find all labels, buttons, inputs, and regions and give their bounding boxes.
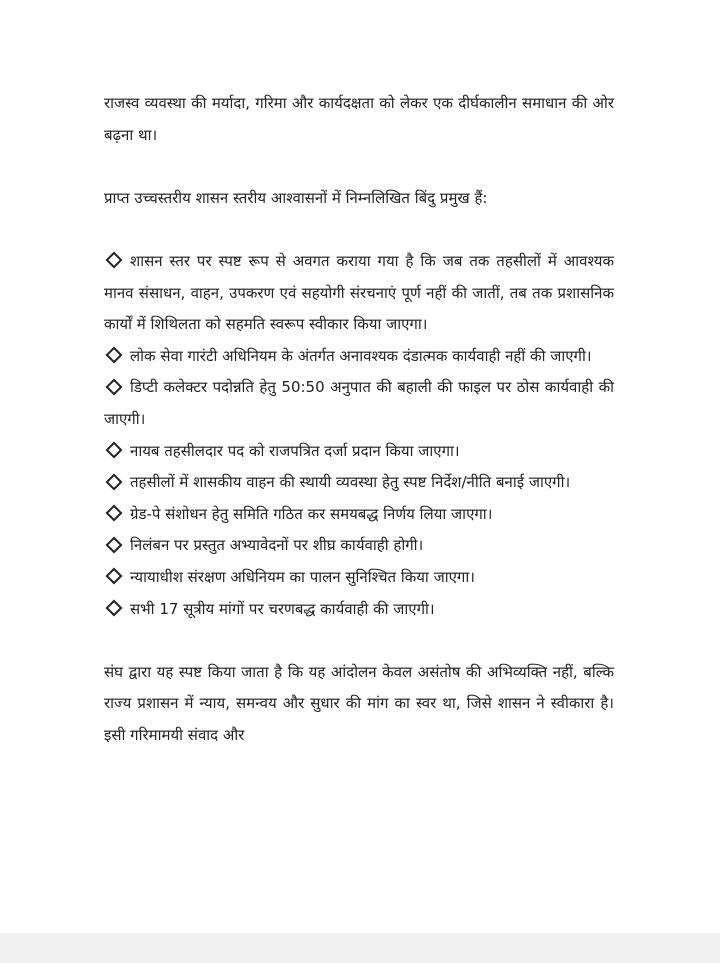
list-item — [104, 530, 614, 562]
diamond-bullet-icon — [106, 536, 123, 553]
assurances-heading: प्राप्त उच्चस्तरीय शासन स्तरीय आश्वासनों में निम्नलिखित बिंदु प्रमुख हैं: — [104, 188, 488, 207]
diamond-bullet-icon — [106, 473, 123, 490]
closing-paragraph: संघ द्वारा यह स्पष्ट किया जाता है कि यह आंदोलन केवल असंतोष की अभिव्यक्ति नहीं, बल्कि राज्य प्रशासन में न्याय, समन्वय और सुधार की मांग का स्वर था, जिसे शासन ने स्वीकारा है। इसी गरिमामयी संवाद और — [104, 662, 614, 744]
list-item — [104, 499, 614, 531]
document-body — [104, 88, 614, 751]
list-item — [104, 562, 614, 594]
diamond-bullet-icon — [106, 505, 123, 522]
intro-paragraph: राजस्व व्यवस्था की मर्यादा, गरिमा और कार्यदक्षता को लेकर एक दीर्घकालीन समाधान की ओर बढ़ना था। — [104, 94, 614, 144]
list-item-text: डिप्टी कलेक्टर पदोन्नति हेतु 50:50 अनुपात की बहाली की फाइल पर ठोस कार्यवाही की जाएगी। — [104, 378, 614, 428]
paragraph-gap — [104, 625, 614, 657]
list-item — [104, 436, 614, 468]
list-item-text: निलंबन पर प्रस्तुत अभ्यावेदनों पर शीघ्र कार्यवाही होगी। — [130, 536, 424, 555]
list-item-text: शासन स्तर पर स्पष्ट रूप से अवगत कराया गया है कि जब तक तहसीलों में आवश्यक मानव संसाधन, वाहन, उपकरण एवं सहयोगी संरचनाएं पूर्ण नहीं की जातीं, तब तक प्रशासनिक कार्यों में शिथिलता को सहमति स्वरूप स्वीकार किया जाएगा। — [104, 251, 614, 334]
diamond-bullet-icon — [106, 347, 123, 364]
list-item — [104, 594, 614, 626]
list-item-text: ग्रेड-पे संशोधन हेतु समिति गठित कर समयबद्ध निर्णय लिया जाएगा। — [130, 504, 493, 523]
diamond-bullet-icon — [106, 252, 123, 269]
list-item-text: लोक सेवा गारंटी अधिनियम के अंतर्गत अनावश्यक दंडात्मक कार्यवाही नहीं की जाएगी। — [130, 346, 592, 365]
list-item-text: नायब तहसीलदार पद को राजपत्रित दर्जा प्रदान किया जाएगा। — [130, 441, 460, 460]
diamond-bullet-icon — [106, 378, 123, 395]
list-item — [104, 246, 614, 341]
diamond-bullet-icon — [106, 568, 123, 585]
assurance-list — [104, 246, 614, 625]
list-item — [104, 341, 614, 373]
diamond-bullet-icon — [106, 442, 123, 459]
list-item-text: तहसीलों में शासकीय वाहन की स्थायी व्यवस्था हेतु स्पष्ट निर्देश/नीति बनाई जाएगी। — [130, 473, 571, 492]
diamond-bullet-icon — [106, 600, 123, 617]
list-item — [104, 467, 614, 499]
list-item-text: न्यायाधीश संरक्षण अधिनियम का पालन सुनिश्चित किया जाएगा। — [130, 567, 475, 586]
list-item-text: सभी 17 सूत्रीय मांगों पर चरणबद्ध कार्यवाही की जाएगी। — [130, 599, 435, 618]
paragraph-gap — [104, 214, 614, 246]
list-item — [104, 372, 614, 435]
paragraph-gap — [104, 151, 614, 183]
